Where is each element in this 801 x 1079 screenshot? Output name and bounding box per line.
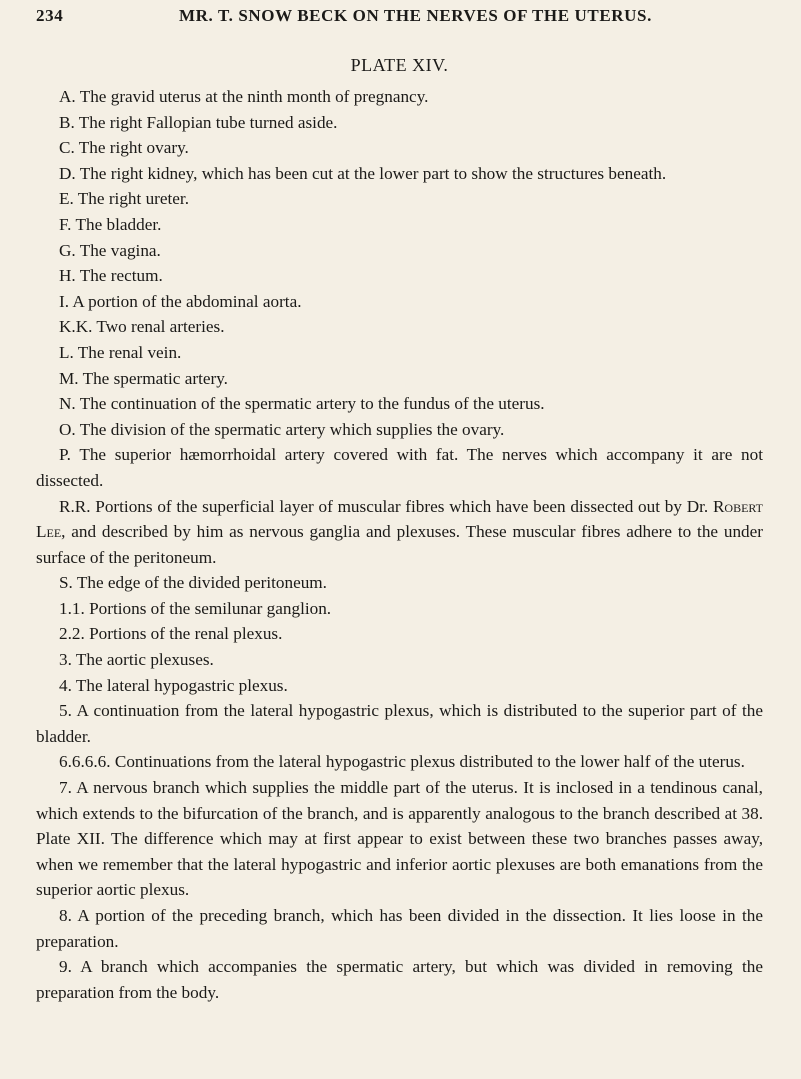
legend-entry-e (36, 186, 763, 212)
legend-entry-6 (36, 749, 763, 775)
legend-entry-h (36, 263, 763, 289)
legend-text: The aortic plexuses. (75, 650, 214, 670)
legend-text: The renal vein. (77, 342, 182, 362)
legend-entry-l (36, 340, 763, 366)
plate-legend (36, 84, 763, 1005)
legend-entry-a (36, 84, 763, 110)
legend-label: 6.6.6.6. (59, 752, 111, 772)
legend-label: 8. (59, 906, 72, 925)
legend-text: Portions of the semilunar ganglion. (89, 598, 332, 618)
legend-label: 4. (59, 675, 72, 695)
page-number: 234 (36, 6, 64, 25)
legend-text: The division of the spermatic artery which supplies the ovary. (79, 419, 505, 439)
legend-text: A branch which accompanies the spermatic artery, but which was divided in removing the preparation from the body. (36, 957, 763, 1002)
legend-entry-4 (36, 673, 763, 699)
legend-entry-c (36, 135, 763, 161)
legend-text: The spermatic artery. (82, 368, 228, 388)
legend-label: 2.2. (59, 624, 85, 644)
legend-text-continued: , and described by him as nervous ganglia and plexuses. These muscular fibres adhere to the under surface of the peritoneum. (36, 522, 763, 567)
legend-text: The right ovary. (78, 138, 189, 158)
legend-label: D. (59, 163, 76, 183)
legend-entry-b (36, 110, 763, 136)
legend-text: The superior hæmorrhoidal artery covered with fat. The nerves which accompany it are not dissected. (36, 445, 763, 490)
legend-label: G. (59, 240, 76, 260)
plate-title: PLATE XIV. (350, 55, 449, 75)
legend-text: The edge of the divided peritoneum. (76, 573, 327, 593)
legend-text: The right kidney, which has been cut at the lower part to show the structures beneath. (79, 163, 667, 183)
legend-entry-7 (36, 775, 763, 903)
legend-entry-m (36, 366, 763, 392)
legend-text: The rectum. (79, 266, 163, 286)
legend-text: The gravid uterus at the ninth month of pregnancy. (79, 87, 429, 106)
legend-entry-o (36, 417, 763, 443)
legend-text: The lateral hypogastric plexus. (75, 675, 288, 695)
legend-label: L. (59, 342, 74, 362)
legend-text: The bladder. (75, 214, 162, 234)
legend-text: A portion of the preceding branch, which has been divided in the dissection. It lies loose in the preparation. (36, 906, 763, 951)
legend-entry-5 (36, 698, 763, 749)
legend-entry-n (36, 391, 763, 417)
legend-entry-f (36, 212, 763, 238)
legend-text: Two renal arteries. (96, 317, 225, 337)
legend-label: O. (59, 419, 76, 439)
running-title: MR. T. SNOW BECK ON THE NERVES OF THE UTERUS. (179, 6, 652, 25)
legend-entry-3 (36, 647, 763, 673)
legend-label: H. (59, 266, 76, 286)
legend-label: 9. (59, 957, 72, 977)
legend-entry-1 (36, 596, 763, 622)
legend-entry-8 (36, 903, 763, 954)
legend-text: Portions of the superficial layer of muscular fibres which have been dissected out by Dr. (95, 496, 709, 516)
legend-entry-d (36, 161, 763, 187)
legend-entry-2 (36, 621, 763, 647)
legend-label: F. (59, 214, 72, 234)
legend-text: A nervous branch which supplies the middle part of the uterus. It is inclosed in a tendinous canal, which extends to the bifurcation of the branch, and is apparently analogous to the branch described at 38. Plate XII. The difference which may at first appear to exist between these two branches passes away, when we remember that the lateral hypogastric and inferior aortic plexuses are both emanations from the superior aortic plexus. (36, 778, 763, 900)
legend-label: 1.1. (59, 598, 85, 618)
legend-text: The right Fallopian tube turned aside. (78, 112, 338, 132)
legend-label: B. (59, 112, 75, 132)
legend-entry-g (36, 238, 763, 264)
legend-text: A continuation from the lateral hypogastric plexus, which is distributed to the superior part of the bladder. (36, 701, 763, 746)
running-head (36, 0, 763, 26)
legend-label: 7. (59, 778, 72, 798)
legend-label: 5. (59, 701, 72, 721)
legend-label: R.R. (59, 496, 91, 516)
legend-text: The vagina. (79, 240, 161, 260)
legend-label: I. (59, 291, 70, 311)
legend-text: The right ureter. (77, 189, 189, 209)
author-name: Robert Lee (36, 496, 764, 542)
legend-label: S. (59, 573, 73, 593)
legend-entry-s (36, 570, 763, 596)
legend-text: Portions of the renal plexus. (89, 624, 283, 644)
legend-label: C. (59, 138, 75, 158)
legend-entry-rr (36, 494, 763, 571)
legend-text: A portion of the abdominal aorta. (72, 291, 302, 311)
legend-text: The continuation of the spermatic artery to the fundus of the uterus. (79, 394, 545, 414)
legend-entry-kk (36, 314, 763, 340)
legend-label: P. (59, 445, 71, 465)
legend-label: E. (59, 189, 74, 209)
legend-text: Continuations from the lateral hypogastric plexus distributed to the lower half of the uterus. (114, 752, 745, 772)
legend-label: A. (59, 87, 76, 106)
legend-entry-i (36, 289, 763, 315)
legend-entry-9 (36, 954, 763, 1005)
legend-label: 3. (59, 650, 72, 670)
legend-entry-p (36, 442, 763, 493)
legend-label: K.K. (59, 317, 93, 337)
legend-label: M. (59, 368, 79, 388)
legend-label: N. (59, 394, 76, 414)
